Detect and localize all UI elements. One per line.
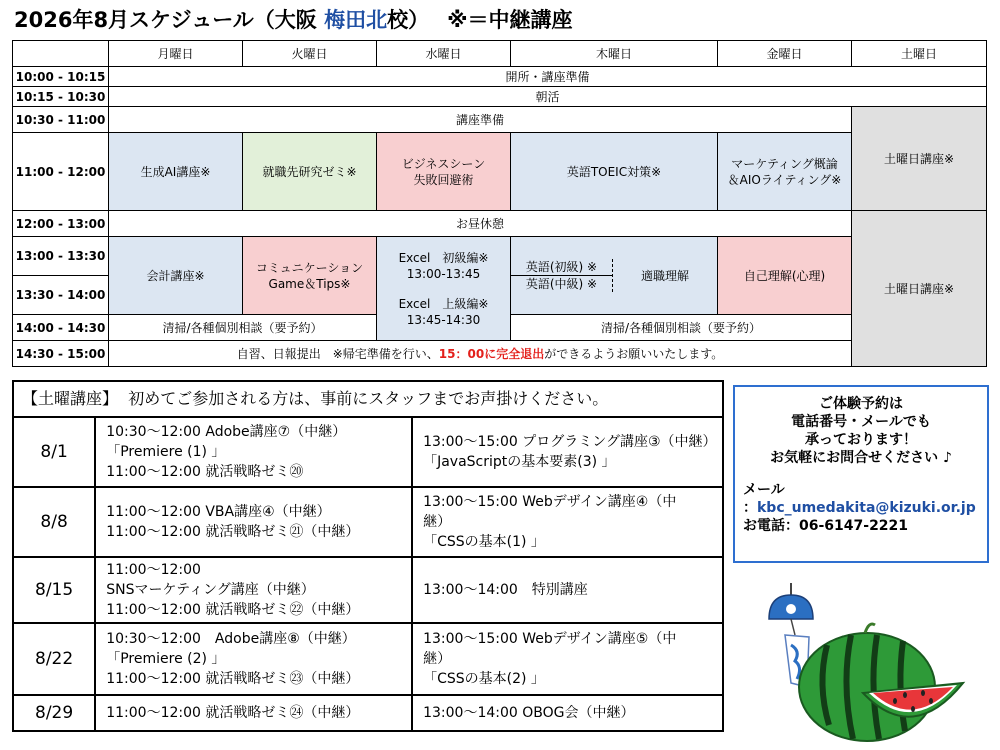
watermelon-illustration — [745, 575, 975, 745]
class-prep-cell: 講座準備 — [109, 107, 852, 133]
page-title — [14, 4, 573, 36]
saturday-date: 8/22 — [13, 623, 95, 695]
corner-cell — [13, 41, 109, 67]
title-text-end: 校） — [387, 8, 430, 32]
saturday-row — [13, 695, 723, 731]
time-slot: 10:30 - 11:00 — [13, 107, 109, 133]
saturday-row — [13, 487, 723, 557]
saturday-heading: 【土曜講座】 初めてご参加される方は、事前にスタッフまでお声掛けください。 — [13, 381, 723, 417]
closing-notice-cell: 自習、日報提出 ※帰宅準備を行い、15：00に完全退出ができるようお願いいたします。 — [109, 341, 852, 367]
saturday-date: 8/15 — [13, 557, 95, 623]
session-line: 「JavaScriptの基本要素(3) 」 — [423, 454, 616, 470]
fri-am-class: マーケティング概論 ＆AIOライティング※ — [718, 133, 852, 211]
session-line: 11:00～12:00 就活戦略ゼミ㉔（中継） — [106, 705, 360, 721]
thu-pm-english-basic: 英語(初級) ※ — [511, 259, 612, 276]
session-line: SNSマーケティング講座（中継） — [106, 582, 315, 598]
saturday-right-sessions — [412, 417, 723, 487]
time-slot: 12:00 - 13:00 — [13, 211, 109, 237]
day-header-row — [13, 41, 987, 67]
thu-pm-block — [511, 237, 718, 315]
time-slot: 14:00 - 14:30 — [13, 315, 109, 341]
time-slot: 13:00 - 13:30 — [13, 237, 109, 276]
day-header: 木曜日 — [511, 41, 718, 67]
session-line: 11:00～12:00 就活戦略ゼミ㉒（中継） — [106, 602, 360, 618]
weekly-schedule-table — [12, 40, 987, 367]
day-header: 月曜日 — [109, 41, 243, 67]
time-slot: 10:15 - 10:30 — [13, 87, 109, 107]
thu-pm-english-inter: 英語(中級) ※ — [525, 277, 598, 291]
session-line: 11:00～12:00 — [106, 562, 201, 578]
wed-am-class: ビジネスシーン 失敗回避術 — [377, 133, 511, 211]
time-slot: 13:30 - 14:00 — [13, 276, 109, 315]
session-line: 継） — [423, 651, 452, 667]
saturday-am-cell: 土曜日講座※ — [852, 107, 987, 211]
saturday-row — [13, 417, 723, 487]
saturday-pm-cell: 土曜日講座※ — [852, 211, 987, 367]
session-line: 10:30～12:00 Adobe講座⑦（中継） — [106, 424, 347, 440]
saturday-courses-table — [12, 380, 724, 732]
session-line: 「Premiere (1) 」 — [106, 444, 226, 460]
session-line: 13:00～14:00 OBOG会（中継） — [423, 705, 635, 721]
mon-pm-class: 会計講座※ — [109, 237, 243, 315]
lunch-cell: お昼休憩 — [109, 211, 852, 237]
session-line: 11:00～12:00 就活戦略ゼミ㉓（中継） — [106, 671, 360, 687]
time-slot: 11:00 - 12:00 — [13, 133, 109, 211]
day-header: 土曜日 — [852, 41, 987, 67]
session-line: 13:00～15:00 Webデザイン講座⑤（中 — [423, 631, 677, 647]
saturday-row — [13, 557, 723, 623]
day-header: 金曜日 — [718, 41, 852, 67]
phone-number[interactable]: 06-6147-2221 — [799, 518, 909, 534]
tue-pm-class: コミュニケーション Game＆Tips※ — [243, 237, 377, 315]
email-link[interactable]: kbc_umedakita@kizuki.or.jp — [757, 500, 976, 516]
saturday-left-sessions — [95, 623, 412, 695]
closing-deadline: 15：00に完全退出 — [438, 346, 545, 361]
saturday-left-sessions — [95, 487, 412, 557]
saturday-date: 8/29 — [13, 695, 95, 731]
session-line: 10:30～12:00 Adobe講座⑧（中継） — [106, 631, 356, 647]
thu-pm-career-fit: 適職理解 — [640, 268, 689, 283]
relay-note: ※＝中継講座 — [447, 8, 573, 32]
consult-left-cell: 清掃/各種個別相談（要予約） — [109, 315, 377, 341]
wed-pm-excel: Excel 初級編※ 13:00-13:45 Excel 上級編※ 13:45-14:30 — [377, 237, 511, 341]
contact-box: ご体験予約は 電話番号・メールでも 承っております！ お気軽にお問合せください ♪ メール ：kbc_umedakita@kizuki.or.jp お電話：06-6147-2221 — [733, 385, 989, 563]
time-slot: 10:00 - 10:15 — [13, 67, 109, 87]
tue-am-class: 就職先研究ゼミ※ — [243, 133, 377, 211]
session-line: 「CSSの基本(2) 」 — [423, 671, 545, 687]
session-line: 11:00～12:00 就活戦略ゼミ㉑（中継） — [106, 524, 360, 540]
opening-cell: 開所・講座準備 — [109, 67, 987, 87]
day-header: 水曜日 — [377, 41, 511, 67]
mon-am-class: 生成AI講座※ — [109, 133, 243, 211]
thu-am-class: 英語TOEIC対策※ — [511, 133, 718, 211]
session-line: 13:00～15:00 プログラミング講座③（中継） — [423, 434, 717, 450]
session-line: 13:00～15:00 Webデザイン講座④（中 — [423, 494, 677, 510]
day-header: 火曜日 — [243, 41, 377, 67]
title-campus: 梅田北 — [324, 8, 388, 32]
consult-right-cell: 清掃/各種個別相談（要予約） — [511, 315, 852, 341]
saturday-right-sessions — [412, 487, 723, 557]
morning-activity-cell: 朝活 — [109, 87, 987, 107]
saturday-left-sessions — [95, 417, 412, 487]
saturday-left-sessions — [95, 557, 412, 623]
mail-label: メール — [743, 482, 785, 498]
title-text: 2026年8月スケジュール（大阪 — [14, 8, 325, 32]
saturday-right-sessions — [412, 695, 723, 731]
fri-pm-class: 自己理解(心理) — [718, 237, 852, 315]
session-line: 「CSSの基本(1) 」 — [423, 534, 545, 550]
saturday-date: 8/1 — [13, 417, 95, 487]
saturday-right-sessions — [412, 557, 723, 623]
saturday-date: 8/8 — [13, 487, 95, 557]
saturday-right-sessions — [412, 623, 723, 695]
saturday-left-sessions — [95, 695, 412, 731]
session-line: 11:00～12:00 就活戦略ゼミ⑳ — [106, 464, 304, 480]
phone-label: お電話： — [743, 518, 799, 534]
saturday-row — [13, 623, 723, 695]
time-slot: 14:30 - 15:00 — [13, 341, 109, 367]
session-line: 13:00～14:00 特別講座 — [423, 582, 588, 598]
session-line: 継） — [423, 514, 452, 530]
session-line: 「Premiere (2) 」 — [106, 651, 226, 667]
session-line: 11:00～12:00 VBA講座④（中継） — [106, 504, 331, 520]
